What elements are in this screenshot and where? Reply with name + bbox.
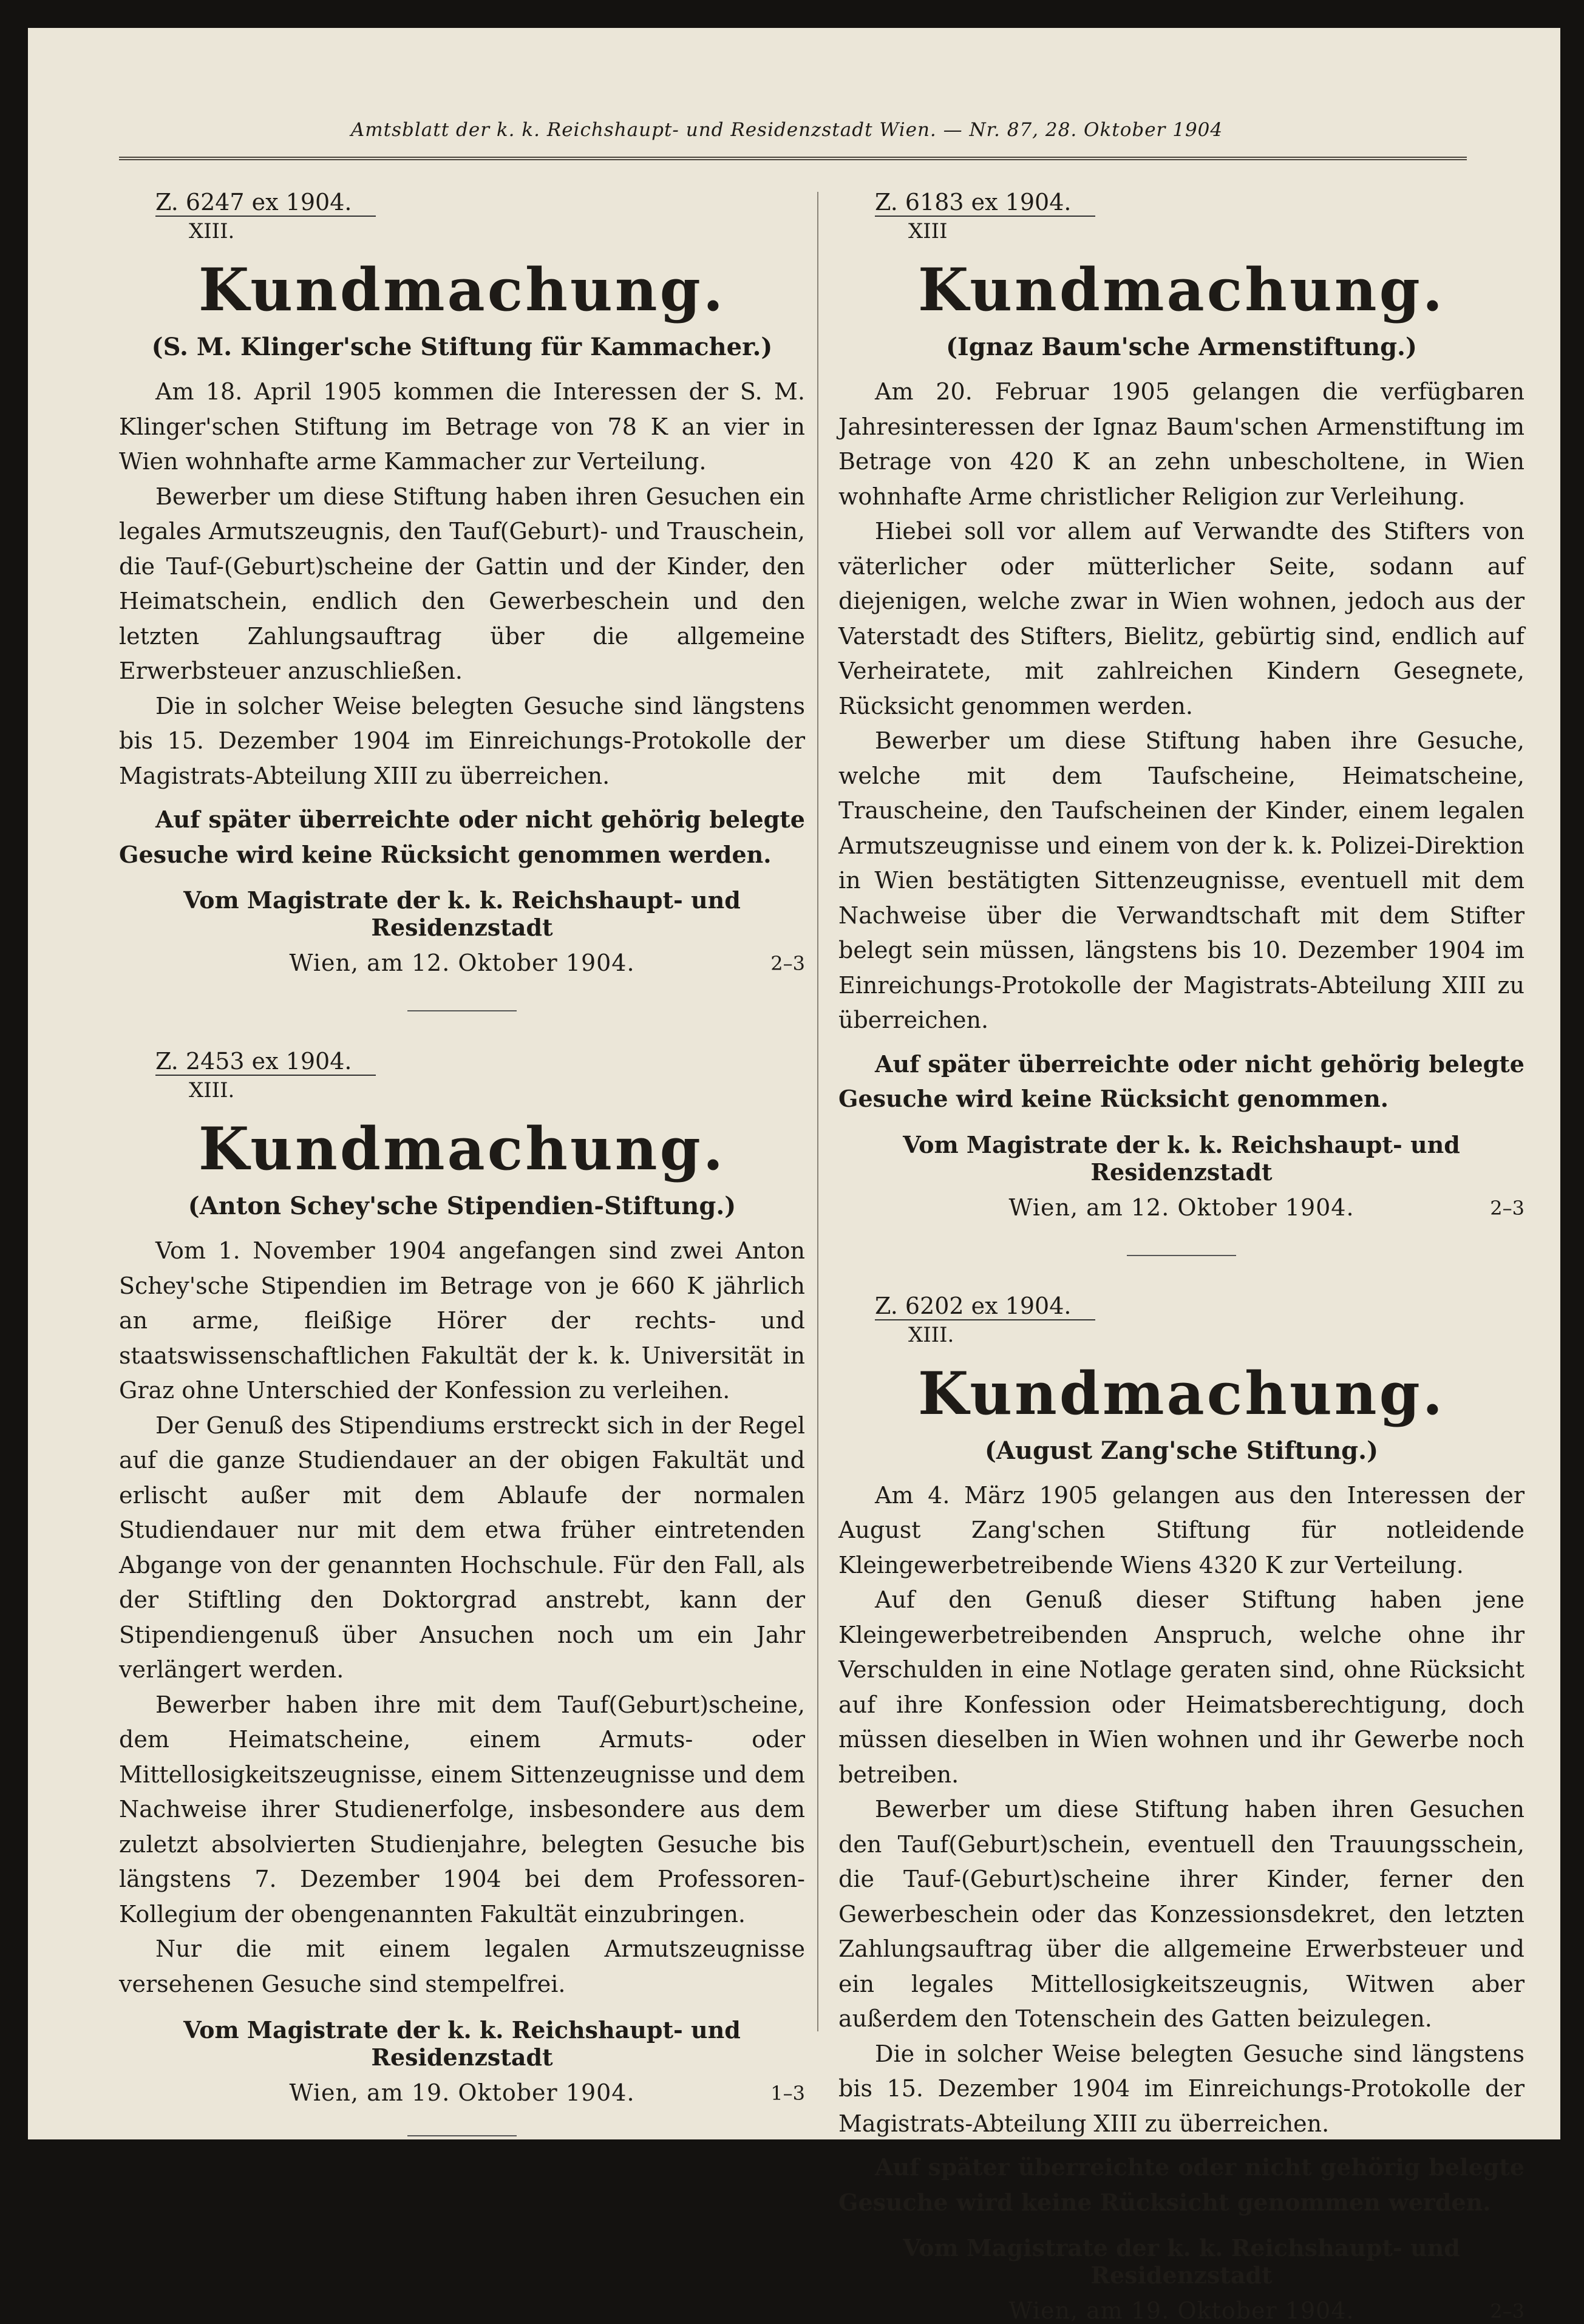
notice-date: Wien, am 12. Oktober 1904.	[1008, 1194, 1354, 1221]
notice-paragraph: Auf den Genuß dieser Stiftung haben jene Kleingewerbetreibenden Anspruch, welche ohne ihr Verschulden in eine Notlage geraten sind, ohne Rücksicht auf ihre Konfession oder Heimatsberechtigung, doch müssen dieselben in Wien wohnen und ihr Gewerbe noch betreiben.	[838, 1583, 1525, 1792]
notice-number: 2–3	[770, 952, 805, 975]
notice-signature: Vom Magistrate der k. k. Reichshaupt- und Residenzstadt	[119, 886, 805, 941]
right-column	[838, 189, 1525, 2324]
notice-subtitle: (S. M. Klinger'sche Stiftung für Kammacher.)	[119, 333, 805, 361]
notice-warning: Auf später überreichte oder nicht gehörig belegte Gesuche wird keine Rücksicht genommen.	[838, 1047, 1525, 1116]
notice-warning: Auf später überreichte oder nicht gehörig belegte Gesuche wird keine Rücksicht genommen werden.	[119, 802, 805, 872]
notice-separator	[407, 2135, 517, 2136]
notice-signature: Vom Magistrate der k. k. Reichshaupt- und Residenzstadt	[119, 2016, 805, 2071]
notice-number: 2–3	[1490, 1197, 1525, 1220]
notice-warning: Auf später überreichte oder nicht gehörig belegte Gesuche wird keine Rücksicht genommen werden.	[838, 2150, 1525, 2220]
notice-paragraph: Am 20. Februar 1905 gelangen die verfügbaren Jahresinteressen der Ignaz Baum'schen Armenstiftung im Betrage von 420 K an zehn unbescholtene, in Wien wohnhafte Arme christlicher Religion zur Verleihung.	[838, 375, 1525, 514]
notice-baum	[838, 189, 1525, 1221]
column-divider	[817, 192, 818, 2031]
notice-department: XIII.	[189, 1078, 805, 1103]
notice-zang	[838, 1293, 1525, 2324]
notice-date-line	[838, 2297, 1525, 2324]
notice-department: XIII.	[908, 1323, 1525, 1347]
notice-klinger	[119, 189, 805, 976]
notice-department: XIII.	[189, 219, 805, 243]
notice-paragraph: Hiebei soll vor allem auf Verwandte des Stifters von väterlicher oder mütterlicher Seite, sodann auf diejenigen, welche zwar in Wien wohnen, jedoch aus der Vaterstadt des Stifters, Bielitz, gebürtig sind, endlich auf Verheiratete, mit zahlreichen Kindern Gesegnete, Rücksicht genommen werden.	[838, 514, 1525, 724]
notice-title: Kundmachung.	[119, 256, 805, 324]
notice-subtitle: (August Zang'sche Stiftung.)	[838, 1436, 1525, 1465]
notice-date: Wien, am 19. Oktober 1904.	[1008, 2297, 1354, 2324]
notice-date-line	[119, 950, 805, 976]
notice-title: Kundmachung.	[838, 256, 1525, 324]
notice-reference: Z. 2453 ex 1904.	[155, 1048, 376, 1076]
notice-number: 1–3	[770, 2082, 805, 2105]
notice-paragraph: Die in solcher Weise belegten Gesuche sind längstens bis 15. Dezember 1904 im Einreichungs-Protokolle der Magistrats-Abteilung XIII zu überreichen.	[119, 689, 805, 794]
notice-separator	[407, 1010, 517, 1011]
notice-paragraph: Der Genuß des Stipendiums erstreckt sich in der Regel auf die ganze Studiendauer an der obigen Fakultät und erlischt außer mit dem Ablaufe der normalen Studiendauer nur mit dem etwa früher eintretenden Abgange von der genannten Hochschule. Für den Fall, als der Stiftling den Doktorgrad anstrebt, kann der Stipendiengenuß über Ansuchen noch um ein Jahr verlängert werden.	[119, 1408, 805, 1688]
notice-paragraph: Am 18. April 1905 kommen die Interessen der S. M. Klinger'schen Stiftung im Betrage von 78 K an vier in Wien wohnhafte arme Kammacher zur Verteilung.	[119, 375, 805, 480]
notice-paragraph: Bewerber um diese Stiftung haben ihren Gesuchen ein legales Armutszeugnis, den Tauf(Geburt)- und Trauschein, die Tauf-(Geburt)scheine der Gattin und der Kinder, den Heimatschein, endlich den Gewerbeschein und den letzten Zahlungsauftrag über die allgemeine Erwerbsteuer anzuschließen.	[119, 480, 805, 689]
notice-paragraph: Die in solcher Weise belegten Gesuche sind längstens bis 15. Dezember 1904 im Einreichungs-Protokolle der Magistrats-Abteilung XIII zu überreichen.	[838, 2037, 1525, 2142]
notice-schey	[119, 1048, 805, 2106]
notice-department: XIII	[908, 219, 1525, 243]
notice-subtitle: (Anton Schey'sche Stipendien-Stiftung.)	[119, 1192, 805, 1220]
notice-paragraph: Am 4. März 1905 gelangen aus den Interessen der August Zang'schen Stiftung für notleidende Kleingewerbetreibende Wiens 4320 K zur Verteilung.	[838, 1478, 1525, 1583]
notice-separator	[1127, 1255, 1236, 1256]
notice-number: 2–3	[1490, 2300, 1525, 2323]
notice-title: Kundmachung.	[119, 1115, 805, 1183]
notice-reference: Z. 6183 ex 1904.	[875, 189, 1095, 217]
notice-date: Wien, am 19. Oktober 1904.	[289, 2079, 634, 2106]
notice-subtitle: (Ignaz Baum'sche Armenstiftung.)	[838, 333, 1525, 361]
page-header: Amtsblatt der k. k. Reichshaupt- und Residenzstadt Wien. — Nr. 87, 28. Oktober 1904	[113, 119, 1461, 141]
notice-paragraph: Bewerber um diese Stiftung haben ihren Gesuchen den Tauf(Geburt)schein, eventuell den Trauungsschein, die Tauf-(Geburt)scheine ihrer Kinder, ferner den Gewerbeschein oder das Konzessionsdekret, den letzten Zahlungsauftrag über die allgemeine Erwerbsteuer und ein legales Mittellosigkeitszeugnis, Witwen aber außerdem den Totenschein des Gatten beizulegen.	[838, 1792, 1525, 2037]
notice-paragraph: Vom 1. November 1904 angefangen sind zwei Anton Schey'sche Stipendien im Betrage von je 660 K jährlich an arme, fleißige Hörer der rechts- und staatswissenschaftlichen Fakultät der k. k. Universität in Graz ohne Unterschied der Konfession zu verleihen.	[119, 1234, 805, 1408]
notice-date-line	[119, 2079, 805, 2106]
notice-reference: Z. 6202 ex 1904.	[875, 1293, 1095, 1320]
notice-date: Wien, am 12. Oktober 1904.	[289, 950, 634, 976]
notice-signature: Vom Magistrate der k. k. Reichshaupt- und Residenzstadt	[838, 1131, 1525, 1186]
notice-date-line	[838, 1194, 1525, 1221]
notice-paragraph: Bewerber um diese Stiftung haben ihre Gesuche, welche mit dem Taufscheine, Heimatscheine, Trauscheine, den Taufscheinen der Kinder, einem legalen Armutszeugnisse und einem von der k. k. Polizei-Direktion in Wien bestätigten Sittenzeugnisse, eventuell mit dem Nachweise über die Verwandtschaft mit dem Stifter belegt sein müssen, längstens bis 10. Dezember 1904 im Einreichungs-Protokolle der Magistrats-Abteilung XIII zu überreichen.	[838, 724, 1525, 1038]
left-column	[119, 189, 805, 2173]
notice-signature: Vom Magistrate der k. k. Reichshaupt- und Residenzstadt	[838, 2234, 1525, 2289]
notice-paragraph: Nur die mit einem legalen Armutszeugnisse versehenen Gesuche sind stempelfrei.	[119, 1932, 805, 2002]
notice-reference: Z. 6247 ex 1904.	[155, 189, 376, 217]
notice-title: Kundmachung.	[838, 1359, 1525, 1428]
header-rule	[119, 157, 1467, 160]
notice-paragraph: Bewerber haben ihre mit dem Tauf(Geburt)scheine, dem Heimatscheine, einem Armuts- oder Mittellosigkeitszeugnisse, einem Sittenzeugnisse und dem Nachweise ihrer Studienerfolge, insbesondere aus dem zuletzt absolvierten Studienjahre, belegten Gesuche bis längstens 7. Dezember 1904 bei dem Professoren-Kollegium der obengenannten Fakultät einzubringen.	[119, 1688, 805, 1932]
newspaper-page	[28, 28, 1560, 2139]
